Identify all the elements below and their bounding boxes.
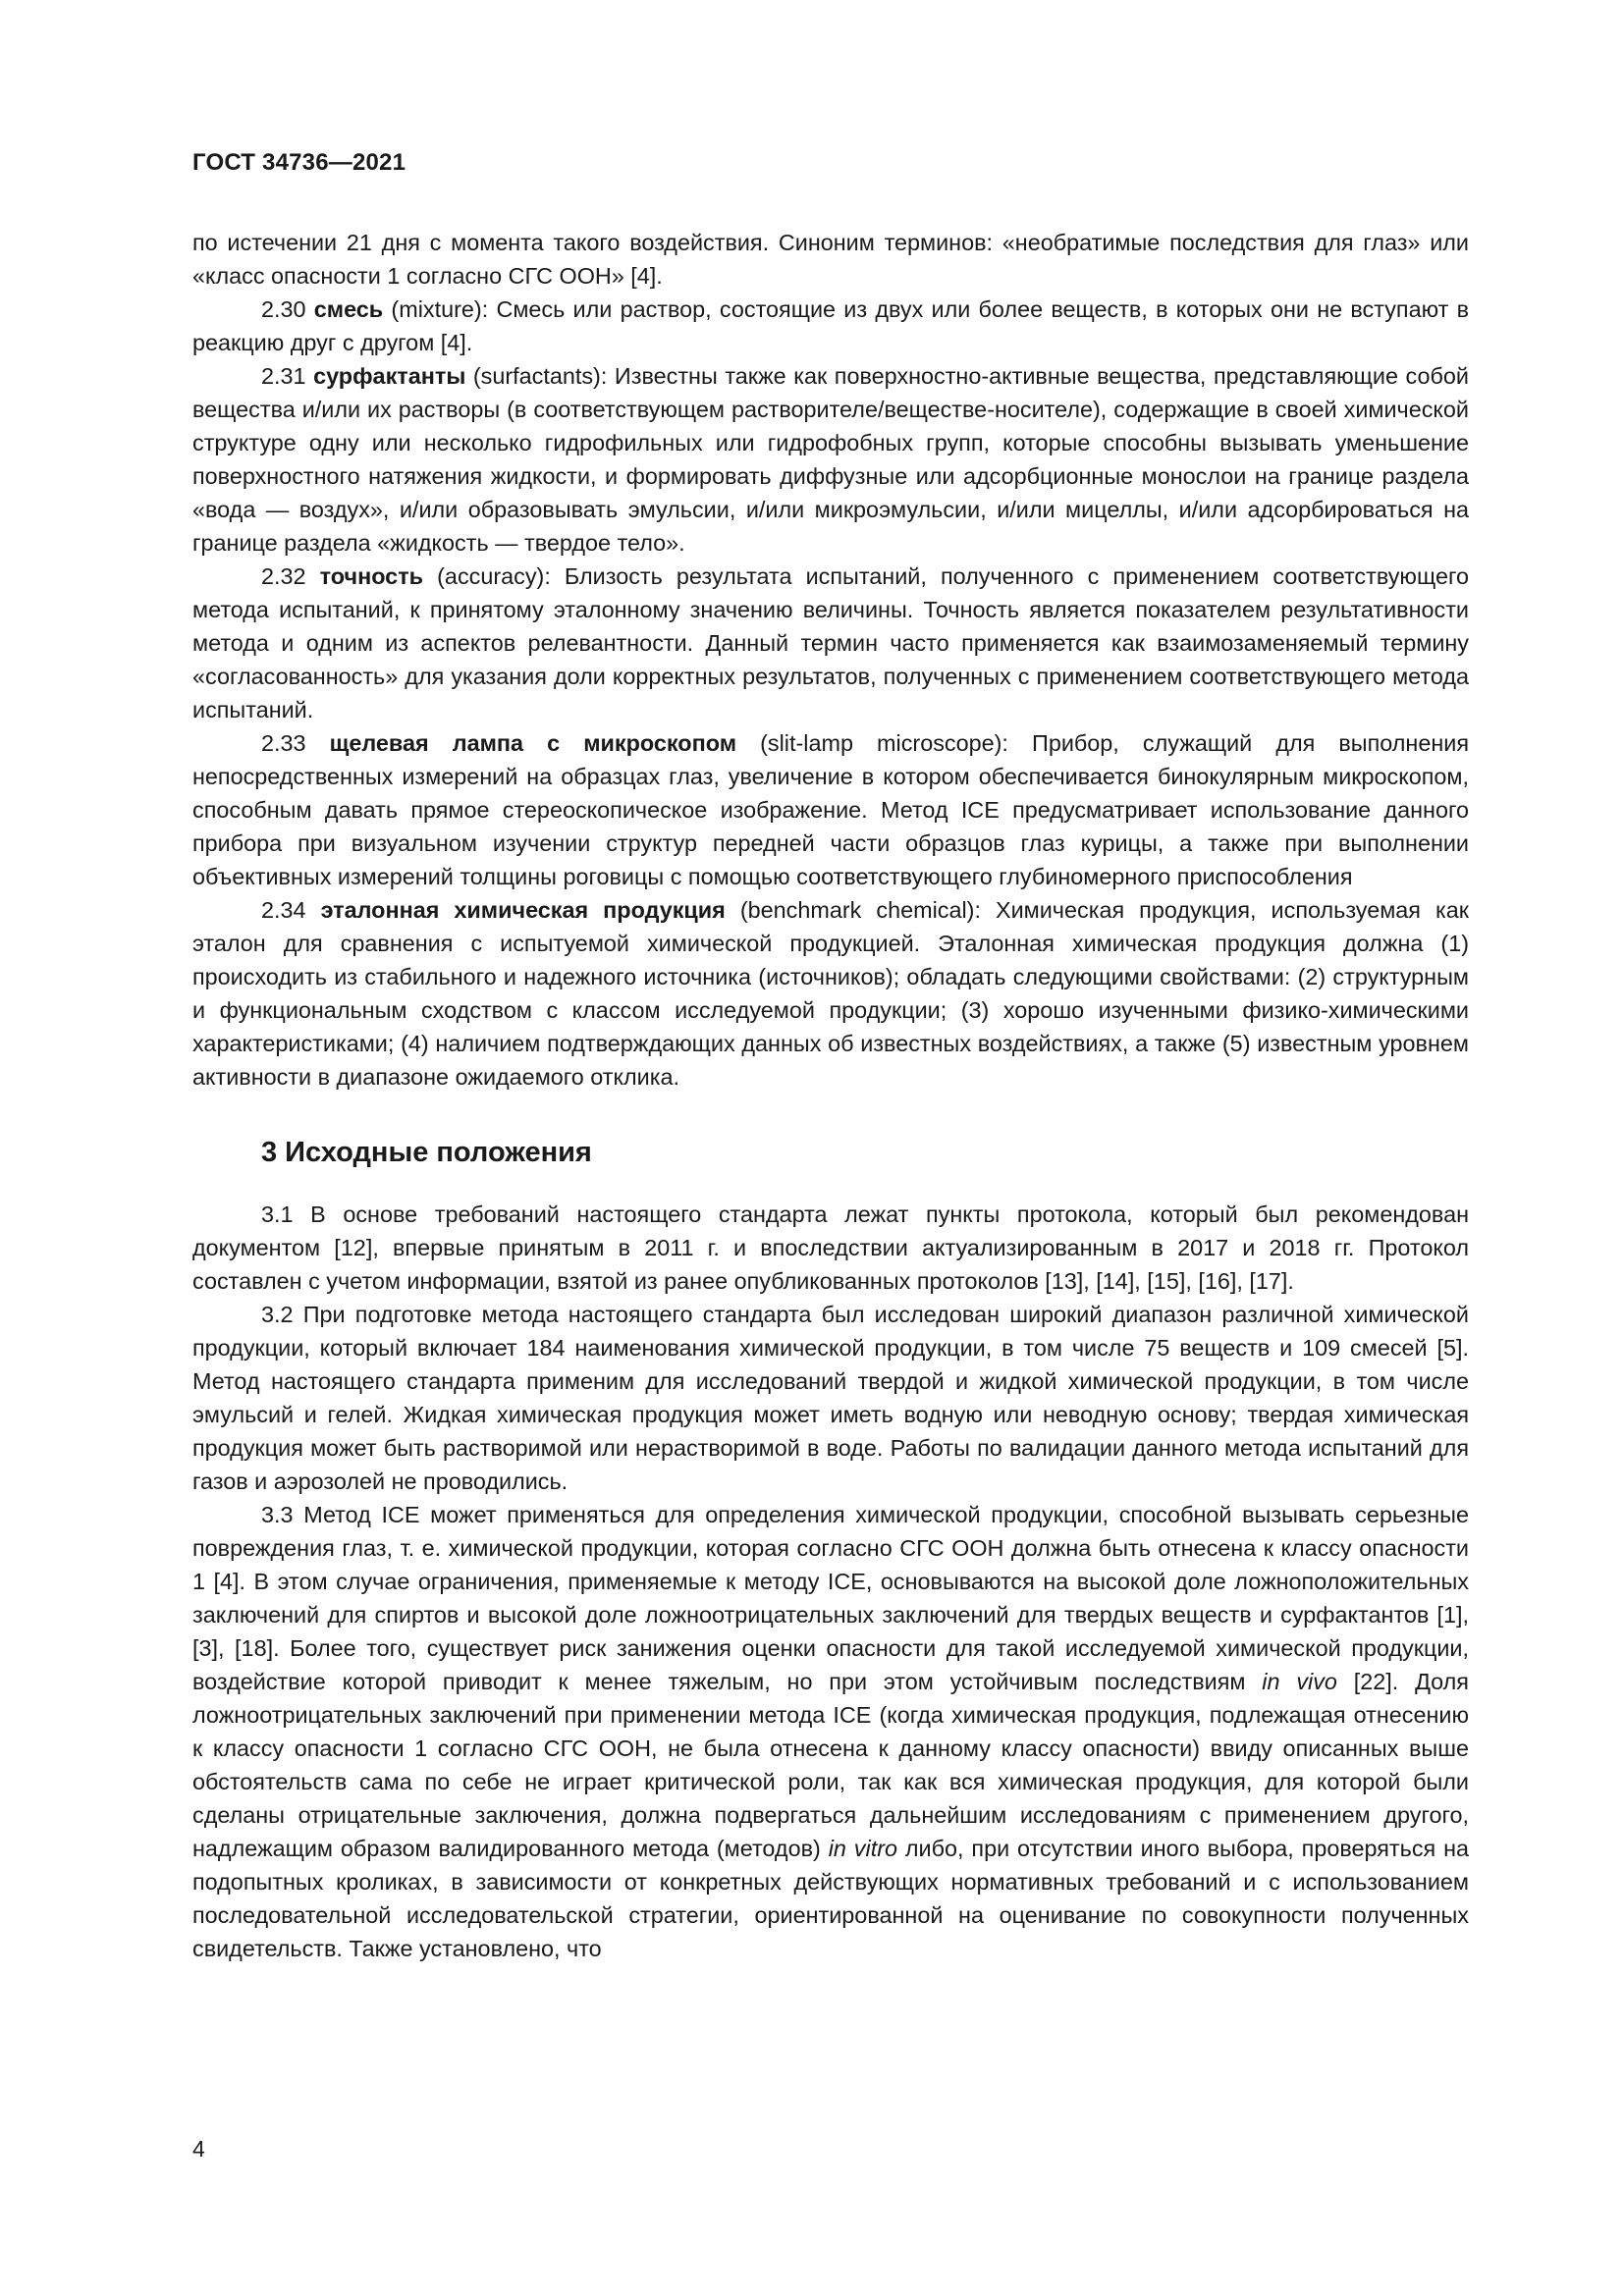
paragraph-3-3-part-2: [22]. Доля ложноотрицательных заключений при применении метода ICE (когда химическая продукция, подлежащая отнесению к классу опасности 1 согласно СГС ООН, не была отнесена к данному классу опасности) ввиду описанных выше обстоятельств сама по себе не играет критической роли, так как вся химическая продукция, для которой были сделаны отрицательные заключения, должна подвергаться дальнейшим исследованиям с применением другого, надлежащим образом валидированного метода (методов): [192, 1669, 1469, 1861]
clause-number: 2.31: [261, 363, 314, 389]
term-accuracy: точность: [319, 563, 424, 589]
document-body: [192, 226, 1469, 1965]
term-mixture: смесь: [313, 296, 384, 322]
document-header-standard: ГОСТ 34736—2021: [192, 149, 406, 176]
definition-text: (benchmark chemical): Химическая продукция, используемая как эталон для сравнения с испытуемой химической продукцией. Эталонная химическая продукция должна (1) происходить из стабильного и надежного источника (источников); обладать следующими свойствами: (2) структурным и функциональным сходством с классом исследуемой продукции; (3) хорошо изученными физико-химическими характеристиками; (4) наличием подтверждающих данных об известных воздействиях, а также (5) известным уровнем активности в диапазоне ожидаемого отклика.: [192, 897, 1469, 1090]
definition-text: (mixture): Смесь или раствор, состоящие из двух или более веществ, в которых они не вступают в реакцию друг с другом [4].: [192, 296, 1469, 355]
page-number: 4: [192, 2136, 205, 2162]
section-3-title: 3 Исходные положения: [261, 1137, 592, 1168]
clause-number: 2.33: [261, 730, 330, 756]
definition-text: (accuracy): Близость результата испытаний, полученного с применением соответствующего метода испытаний, к принятому эталонному значению величины. Точность является показателем результативности метода и одним из аспектов релевантности. Данный термин часто применяется как взаимозаменяемый термину «согласованность» для указания доли корректных результатов, полученных с применением соответствующего метода испытаний.: [192, 563, 1469, 722]
term-benchmark-chemical: эталонная химическая продукция: [320, 897, 726, 923]
paragraph-2-32: [192, 560, 1469, 726]
clause-number: 2.32: [261, 563, 320, 589]
italic-in-vivo: in vivo: [1262, 1669, 1337, 1694]
paragraph-3-2: 3.2 При подготовке метода настоящего стандарта был исследован широкий диапазон различной химической продукции, который включает 184 наименования химической продукции, в том числе 75 веществ и 109 смесей [5]. Метод настоящего стандарта применим для исследований твердой и жидкой химической продукции, в том числе эмульсий и гелей. Жидкая химическая продукция может иметь водную или неводную основу; твердая химическая продукция может быть растворимой или нерастворимой в воде. Работы по валидации данного метода испытаний для газов и аэрозолей не проводились.: [192, 1302, 1469, 1494]
paragraph-3-3-part-1: 3.3 Метод ICE может применяться для определения химической продукции, способной вызывать серьезные повреждения глаз, т. е. химической продукции, которая согласно СГС ООН должна быть отнесена к классу опасности 1 [4]. В этом случае ограничения, применяемые к методу ICE, основываются на высокой доле ложноположительных заключений для спиртов и высокой доле ложноотрицательных заключений для твердых веществ и сурфактантов [1], [3], [18]. Более того, существует риск занижения оценки опасности для такой исследуемой химической продукции, воздействие которой приводит к менее тяжелым, но при этом устойчивым последствиям: [192, 1502, 1469, 1694]
paragraph-3-3: [192, 1498, 1469, 1965]
paragraph-3-3-part-3: либо, при отсутствии иного выбора, проверяться на подопытных кроликах, в зависимости от конкретных действующих нормативных требований и с использованием последовательной исследовательской стратегии, ориентированной на оценивание по совокупности полученных свидетельств. Также установлено, что: [192, 1836, 1469, 1961]
paragraph-2-33: [192, 726, 1469, 893]
paragraph-3-1: 3.1 В основе требований настоящего стандарта лежат пункты протокола, который был рекомендован документом [12], впервые принятым в 2011 г. и впоследствии актуализированным в 2017 и 2018 гг. Протокол составлен с учетом информации, взятой из ранее опубликованных протоколов [13], [14], [15], [16], [17].: [192, 1201, 1469, 1294]
definition-text: (surfactants): Известны также как поверхностно-активные вещества, представляющие собой вещества и/или их растворы (в соответствующем растворителе/веществе-носителе), содержащие в своей химической структуре одну или несколько гидрофильных или гидрофобных групп, которые способны вызывать уменьшение поверхностного натяжения жидкости, и формировать диффузные или адсорбционные монослои на границе раздела «вода — воздух», и/или образовывать эмульсии, и/или микроэмульсии, и/или мицеллы, и/или адсорбироваться на границе раздела «жидкость — твердое тело».: [192, 363, 1469, 556]
clause-number: 2.30: [261, 296, 314, 322]
term-slit-lamp-microscope: щелевая лампа с микроскопом: [329, 730, 736, 756]
paragraph-2-30: [192, 293, 1469, 359]
paragraph-continuation: по истечении 21 дня с момента такого воздействия. Синоним терминов: «необратимые последствия для глаз» или «класс опасности 1 согласно СГС ООН» [4].: [192, 230, 1469, 289]
paragraph-2-31: [192, 359, 1469, 560]
paragraph-2-34: [192, 893, 1469, 1094]
italic-in-vitro: in vitro: [828, 1836, 897, 1861]
term-surfactants: сурфактанты: [313, 363, 466, 389]
clause-number: 2.34: [261, 897, 321, 923]
definition-text: (slit-lamp microscope): Прибор, служащий для выполнения непосредственных измерений на образцах глаз, увеличение в котором обеспечивается бинокулярным микроскопом, способным давать прямое стереоскопическое изображение. Метод ICE предусматривает использование данного прибора при визуальном изучении структур передней части образцов глаз курицы, а также при выполнении объективных измерений толщины роговицы с помощью соответствующего глубиномерного приспособления: [192, 730, 1469, 889]
